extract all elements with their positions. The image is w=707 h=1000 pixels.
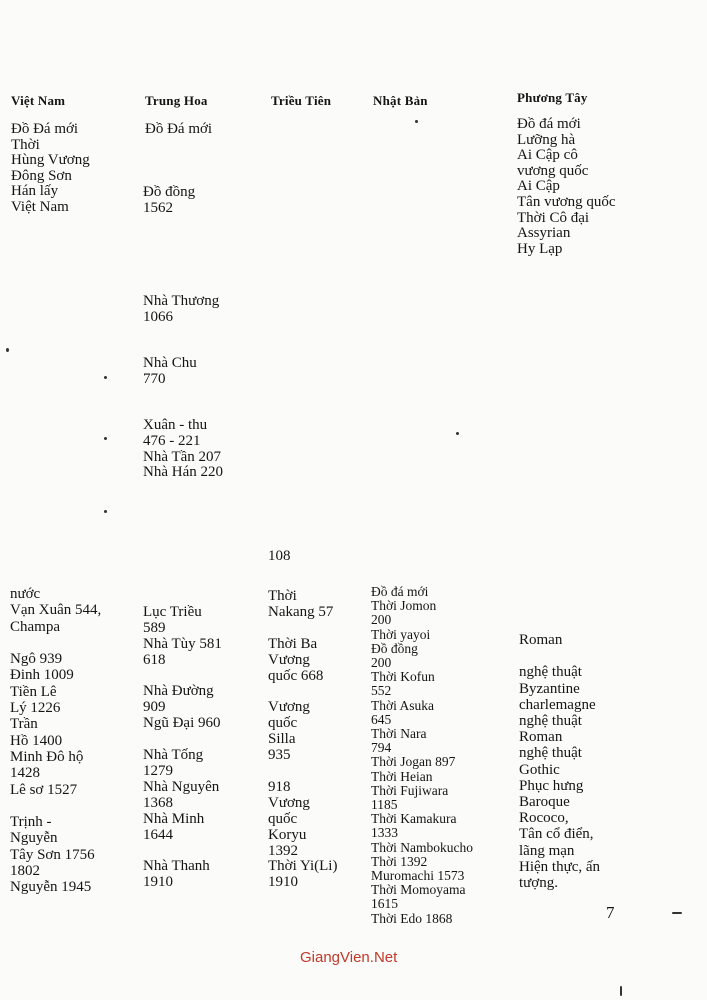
timeline-entry: [143, 732, 222, 748]
timeline-entry: Thời Kofun: [371, 669, 435, 685]
timeline-entry: Assyrian: [517, 225, 571, 242]
timeline-entry: Nhà Đường: [143, 683, 214, 700]
bottom-west-column: [519, 632, 600, 891]
header-japan: Nhật Bản: [373, 93, 428, 108]
scan-speck: [6, 348, 9, 352]
timeline-entry: Thời Jomon: [371, 598, 437, 614]
timeline-entry: 552: [371, 683, 392, 699]
timeline-entry: 589: [143, 619, 166, 636]
bottom-vietnam-column: [10, 586, 101, 896]
timeline-entry: Hy Lạp: [517, 240, 563, 257]
timeline-entry: Lục Triều: [143, 603, 202, 620]
timeline-entry: Lê sơ 1527: [10, 781, 78, 798]
timeline-entry: Đồ Đá mới: [145, 121, 213, 137]
timeline-entry: Ngô 939: [10, 651, 63, 668]
timeline-entry: Baroque: [519, 794, 570, 811]
top-china-group-1: [143, 185, 195, 217]
timeline-entry: Hùng Vương: [11, 152, 90, 169]
timeline-entry: Tiền Lê: [10, 683, 57, 700]
timeline-entry: Thời: [268, 588, 297, 604]
timeline-entry: [10, 635, 101, 651]
timeline-entry: quốc: [268, 810, 298, 827]
timeline-entry: Nakang 57: [268, 603, 334, 620]
page-number: 7: [606, 903, 615, 922]
top-china-group-2: [143, 294, 219, 326]
timeline-entry: 1910: [268, 874, 298, 891]
timeline-entry: [268, 621, 337, 637]
timeline-entry: Nhà Tần 207: [143, 448, 222, 465]
timeline-entry: 645: [371, 711, 392, 727]
timeline-entry: Tân vương quốc: [517, 193, 616, 210]
timeline-entry: Lý 1226: [10, 700, 61, 717]
bottom-korea-column: [268, 589, 337, 891]
timeline-entry: Thời Jogan 897: [371, 754, 456, 770]
timeline-entry: nghệ thuật: [519, 745, 582, 762]
timeline-entry: Vương: [268, 699, 310, 716]
header-vietnam: Việt Nam: [11, 93, 66, 108]
timeline-entry: Thời 1392: [371, 853, 428, 869]
timeline-entry: 476 - 221: [143, 432, 201, 449]
timeline-entry: 1562: [143, 199, 173, 216]
timeline-entry: [268, 764, 337, 780]
timeline-entry: Thời Edo 1868: [371, 910, 453, 926]
timeline-entry: Roman: [519, 729, 563, 746]
timeline-entry: Byzantine: [519, 680, 580, 697]
timeline-entry: Champa: [10, 618, 60, 635]
timeline-entry: Nhà Tùy 581: [143, 635, 222, 652]
timeline-entry: Minh Đô hộ: [10, 748, 84, 765]
timeline-entry: Trần: [10, 716, 38, 733]
timeline-entry: Ngũ Đại 960: [143, 715, 221, 732]
timeline-entry: Nguyễn 1945: [10, 879, 92, 896]
timeline-entry: Thời Yi(Li): [268, 858, 338, 875]
header-west: Phương Tây: [517, 90, 588, 105]
timeline-entry: Rococo,: [519, 810, 569, 827]
timeline-entry: Thời Kamakura: [371, 811, 457, 827]
timeline-entry: Thời Nambokucho: [371, 839, 473, 855]
top-china-group-0: [145, 122, 212, 138]
timeline-entry: [143, 589, 222, 605]
bottom-japan-column: [371, 585, 473, 926]
top-china-group-4: [143, 418, 223, 481]
footer-watermark: GiangVien.Net: [300, 949, 398, 966]
timeline-entry: Vạn Xuân 544,: [10, 602, 102, 619]
scan-speck: [104, 376, 107, 379]
timeline-entry: Vương: [268, 651, 310, 668]
timeline-entry: Trịnh -: [10, 814, 52, 831]
timeline-entry: [519, 648, 600, 664]
timeline-entry: Nhà Thanh: [143, 858, 210, 875]
timeline-entry: [143, 669, 222, 685]
timeline-entry: Vương: [268, 794, 310, 811]
top-vietnam-column: [11, 122, 90, 216]
timeline-entry: Nhà Thương: [143, 293, 220, 309]
timeline-entry: Thời yayoi: [371, 626, 431, 642]
timeline-entry: Đồ đá mới: [517, 116, 581, 132]
header-china: Trung Hoa: [145, 93, 208, 108]
page-number-108: 108: [268, 548, 291, 564]
scan-speck: [672, 912, 682, 914]
timeline-entry: Lưỡng hà: [517, 131, 576, 148]
timeline-entry: Hiện thực, ấn: [519, 858, 601, 875]
timeline-entry: 1066: [143, 308, 173, 325]
timeline-entry: Nhà Hán 220: [143, 464, 223, 481]
timeline-entry: 1279: [143, 762, 173, 779]
timeline-entry: 1368: [143, 794, 173, 811]
timeline-entry: 1333: [371, 825, 398, 841]
timeline-entry: charlemagne: [519, 696, 596, 713]
timeline-entry: Thời Cô đại: [517, 209, 590, 226]
timeline-entry: 1910: [143, 874, 173, 891]
timeline-entry: Phục hưng: [519, 777, 584, 794]
timeline-entry: Tây Sơn 1756: [10, 846, 95, 863]
timeline-entry: nước: [10, 586, 41, 602]
timeline-entry: Việt Nam: [11, 198, 69, 215]
header-korea: Triều Tiên: [271, 93, 332, 108]
timeline-entry: Nhà Minh: [143, 810, 205, 827]
timeline-entry: Đồ đá mới: [371, 584, 429, 599]
timeline-entry: Ai Cập cô: [517, 147, 578, 164]
timeline-entry: 918: [268, 778, 291, 795]
timeline-entry: vương quốc: [517, 162, 589, 179]
timeline-entry: 200: [371, 612, 392, 628]
timeline-entry: 935: [268, 747, 291, 764]
timeline-entry: 1802: [10, 863, 40, 880]
timeline-entry: Hồ 1400: [10, 732, 63, 749]
timeline-entry: Nhà Chu: [143, 355, 197, 371]
timeline-entry: 1185: [371, 797, 398, 813]
timeline-entry: Thời Ba: [268, 635, 318, 652]
top-west-column: [517, 117, 616, 257]
bottom-china-column: [143, 589, 222, 891]
timeline-entry: Thời Heian: [371, 768, 433, 784]
timeline-entry: Thời: [11, 136, 40, 153]
timeline-entry: 770: [143, 370, 166, 387]
timeline-entry: [143, 844, 222, 860]
timeline-entry: 794: [371, 740, 392, 756]
timeline-entry: 1392: [268, 842, 298, 859]
timeline-entry: nghệ thuật: [519, 664, 582, 681]
timeline-entry: Hán lấy: [11, 183, 59, 200]
timeline-entry: 1428: [10, 765, 40, 782]
timeline-entry: [10, 798, 101, 814]
timeline-entry: Đồ đồng: [371, 640, 418, 656]
timeline-entry: Đinh 1009: [10, 667, 74, 684]
timeline-entry: Thời Nara: [371, 726, 427, 742]
timeline-entry: 618: [143, 651, 166, 668]
scan-speck: [104, 437, 107, 440]
timeline-entry: Tân cổ điển,: [519, 826, 594, 843]
timeline-entry: 1615: [371, 896, 398, 912]
timeline-entry: Ai Cập: [517, 178, 560, 195]
timeline-entry: Đông Sơn: [11, 167, 72, 184]
timeline-entry: Thời Momoyama: [371, 882, 466, 898]
scan-speck: [104, 510, 107, 513]
timeline-entry: quốc 668: [268, 667, 324, 684]
timeline-entry: Nguyễn: [10, 830, 58, 847]
timeline-entry: lãng mạn: [519, 842, 575, 859]
timeline-entry: Roman: [519, 632, 563, 648]
timeline-entry: Nhà Tống: [143, 747, 204, 764]
top-china-group-3: [143, 356, 197, 388]
scan-speck: [415, 120, 418, 123]
timeline-entry: 1644: [143, 826, 173, 843]
timeline-entry: Nhà Nguyên: [143, 778, 220, 795]
timeline-entry: 200: [371, 655, 392, 671]
timeline-entry: Gothic: [519, 761, 560, 778]
timeline-entry: Thời Asuka: [371, 697, 435, 713]
timeline-entry: Đồ Đá mới: [11, 121, 79, 137]
timeline-entry: Muromachi 1573: [371, 868, 465, 884]
timeline-entry: Silla: [268, 731, 296, 748]
timeline-entry: [268, 684, 337, 700]
scan-speck: [620, 986, 622, 996]
timeline-entry: nghệ thuật: [519, 713, 582, 730]
timeline-entry: tượng.: [519, 875, 558, 892]
timeline-entry: quốc: [268, 715, 298, 732]
timeline-entry: 909: [143, 699, 166, 716]
timeline-entry: Koryu: [268, 826, 307, 843]
timeline-entry: Thời Fujiwara: [371, 782, 449, 798]
timeline-entry: Đồ đồng: [143, 184, 196, 200]
timeline-entry: Xuân - thu: [143, 417, 208, 433]
scan-speck: [456, 432, 459, 435]
